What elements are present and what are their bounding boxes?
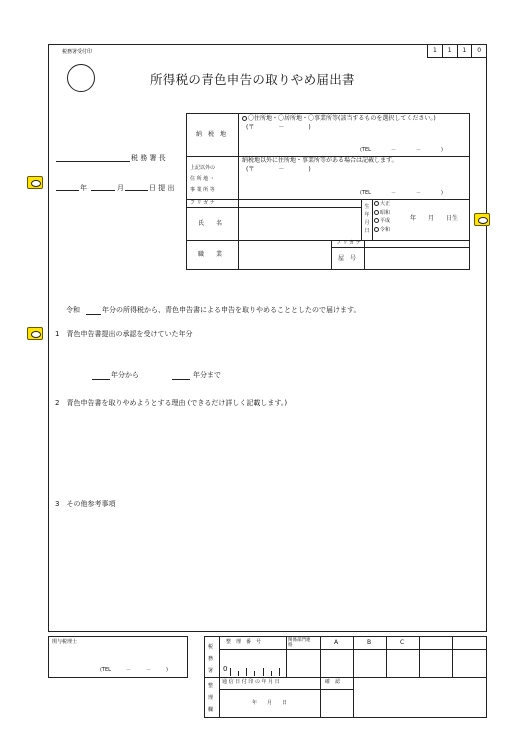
form-digit: 1 [443, 45, 458, 57]
intro-era: 令和 [66, 306, 80, 314]
item-1: 1 青色申告書提出の承認を受けていた年分 [55, 330, 193, 338]
radio-icon[interactable] [374, 210, 379, 215]
furigana-label-2: フ リ ガ ナ [336, 240, 361, 246]
date-day: 日 提 出 [149, 184, 175, 192]
notice-date: 年 月 日 [252, 700, 288, 706]
radio-icon[interactable] [374, 218, 379, 223]
item-3: 3 その他参考事項 [55, 500, 116, 508]
birth-label: 生 年 月 日 [364, 204, 370, 234]
date-year: 年 [80, 184, 87, 192]
place-label: 納 税 地 [196, 131, 227, 138]
notice-label: 通 信 日 付 印 の 年 月 日 [222, 679, 280, 685]
name-label: 氏 名 [198, 220, 223, 227]
page-title: 所得税の青色申告の取りやめ届出書 [150, 72, 355, 87]
office-side-label: 税 務 署 [208, 644, 214, 674]
form-digit: 1 [458, 45, 473, 57]
item-2: 2 青色申告書を取りやめようとする理由 (できるだけ詳しく記載します。) [55, 399, 288, 407]
serial-ticks [230, 668, 280, 676]
era-options[interactable]: 大正 昭和 平成 令和 [374, 200, 390, 234]
col-c: C [400, 639, 405, 646]
date-month: 月 [117, 184, 124, 192]
birth-date: 年 月 日生 [410, 215, 459, 222]
tax-accountant-label: 関与税理士 [52, 639, 78, 645]
col-a: A [334, 639, 339, 646]
furigana-label: フ リ ガ ナ [190, 200, 215, 206]
tax-accountant-tel[interactable]: (TEL － － ) [100, 667, 168, 673]
radio-icon[interactable] [374, 227, 379, 232]
serial-label: 整 理 番 号 [226, 639, 262, 645]
place-options[interactable]: 〇住所地・〇居所地・〇事業所等(該当するものを選択してください。) [242, 116, 436, 122]
postal-code: (〒 － ) [246, 124, 311, 131]
office-suffix: 税 務 署 長 [131, 154, 166, 162]
other-address-label: 上記以外の 住 所 地 ・ 事 業 所 等 [190, 165, 216, 193]
comment-icon[interactable] [474, 213, 490, 226]
form-digit: 0 [477, 47, 482, 54]
postal-code-2: (〒 － ) [246, 166, 311, 173]
serial-zero: 0 [223, 665, 228, 673]
col-b: B [367, 639, 372, 646]
shop-label: 屋 号 [338, 255, 357, 262]
radio-icon[interactable] [374, 201, 379, 206]
intro-text: 年分の所得税から、青色申告書による申告を取りやめることとしたので届けます。 [102, 306, 361, 314]
stamp-label: 税務署受付印 [62, 49, 93, 55]
office-side-label-2: 整 理 欄 [208, 683, 214, 713]
name-input[interactable] [240, 209, 360, 239]
other-note: 納税地以外に住所地・事業所等がある場合は記載します。 [242, 157, 398, 164]
job-label: 職 業 [198, 251, 223, 258]
dept-label: 関係部門連 絡 [288, 638, 315, 648]
form-digit: 1 [428, 45, 443, 57]
confirm-label: 確 認 [325, 679, 341, 685]
year-from: 年分から [111, 371, 139, 379]
comment-icon[interactable] [27, 327, 43, 340]
tel-field[interactable]: (TEL － － ) [360, 147, 443, 153]
radio-icon[interactable] [242, 116, 247, 121]
year-to: 年分まで [193, 371, 221, 379]
comment-icon[interactable] [27, 176, 43, 189]
tel-field-2[interactable]: (TEL － － ) [360, 190, 443, 196]
